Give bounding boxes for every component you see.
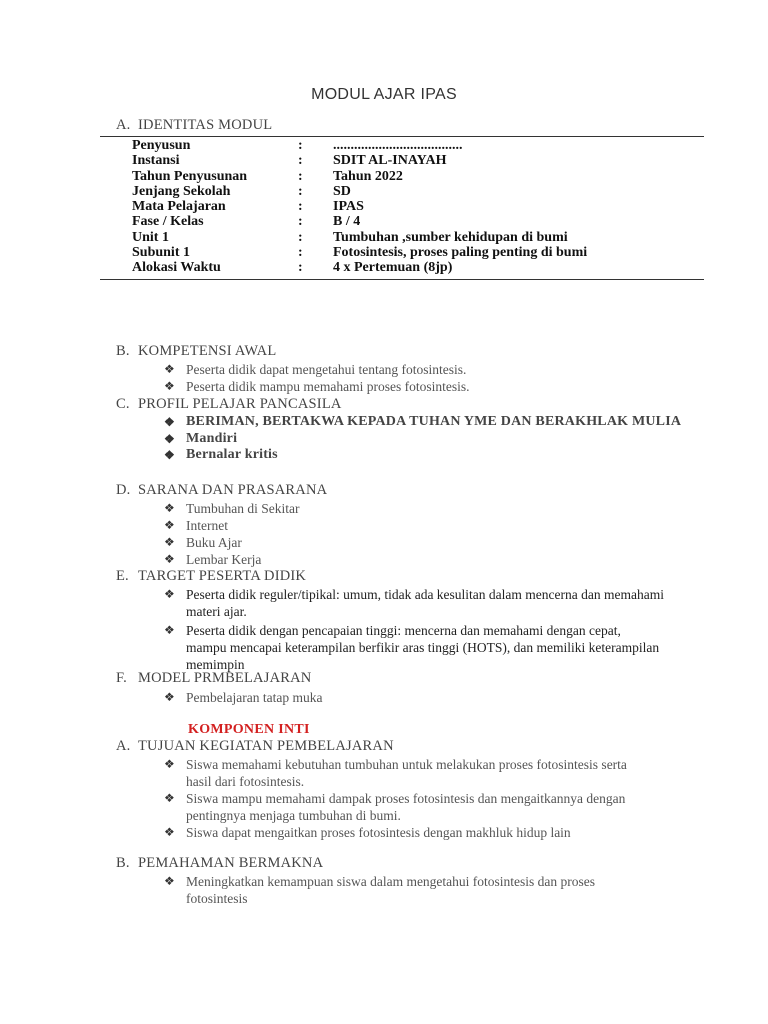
identity-row	[100, 138, 704, 153]
section-b-letter: B.	[116, 343, 130, 359]
identity-key: Alokasi Waktu	[132, 260, 221, 276]
list-item-text: Pembelajaran tatap muka	[186, 690, 323, 705]
section-c-heading	[116, 396, 342, 413]
bullet-diamond-icon: ❖	[164, 415, 175, 429]
section-f-title: MODEL PRMBELAJARAN	[138, 670, 312, 686]
bullet-diamond-icon: ❖	[164, 379, 175, 393]
identity-row	[100, 169, 704, 184]
list-item	[164, 414, 684, 431]
list-item-text: BERIMAN, BERTAKWA KEPADA TUHAN YME DAN BERAKHLAK MULIA	[186, 414, 682, 429]
bullet-diamond-icon: ❖	[164, 757, 175, 771]
section-a-letter: A.	[116, 117, 131, 133]
section-b-title: KOMPETENSI AWAL	[138, 343, 277, 359]
identity-colon: :	[298, 138, 303, 153]
identity-key: Penyusun	[132, 138, 191, 153]
list-item-text: Lembar Kerja	[186, 552, 262, 567]
identity-key: Unit 1	[132, 229, 169, 245]
list-item-text: Internet	[186, 518, 228, 533]
kompetensi-list	[164, 361, 469, 395]
identity-key: Subunit 1	[132, 245, 190, 261]
identity-row	[100, 153, 704, 168]
inti-a-heading	[116, 738, 394, 755]
identity-colon: :	[298, 153, 303, 169]
tujuan-list	[164, 756, 644, 841]
inti-b-title: PEMAHAMAN BERMAKNA	[138, 855, 324, 871]
identity-key: Instansi	[132, 153, 180, 169]
list-item-text: Buku Ajar	[186, 535, 242, 550]
inti-b-heading	[116, 855, 323, 872]
identity-colon: :	[298, 183, 303, 199]
identity-colon: :	[298, 260, 303, 276]
section-e-title: TARGET PESERTA DIDIK	[138, 568, 307, 584]
identity-table	[100, 136, 704, 280]
list-item-text: Meningkatkan kemampuan siswa dalam mengetahui fotosintesis dan proses fotosintesis	[186, 874, 596, 906]
identity-row	[100, 214, 704, 229]
list-item	[164, 361, 469, 378]
identity-key: Fase / Kelas	[132, 214, 204, 230]
bullet-diamond-icon: ❖	[164, 448, 175, 462]
identity-row	[100, 260, 704, 275]
identity-row	[100, 199, 704, 214]
section-e-heading	[116, 568, 306, 585]
identity-colon: :	[298, 245, 303, 261]
identity-value: Fotosintesis, proses paling penting di bumi	[333, 245, 588, 261]
list-item-text: Tumbuhan di Sekitar	[186, 501, 300, 516]
bullet-diamond-icon: ❖	[164, 362, 175, 376]
sarana-list	[164, 500, 300, 568]
pemahaman-list	[164, 873, 654, 907]
bullet-diamond-icon: ❖	[164, 587, 175, 601]
identity-row	[100, 230, 704, 245]
list-item-text: Siswa mampu memahami dampak proses fotosintesis dan mengaitkannya dengan pentingnya menjaga tumbuhan di bumi.	[186, 791, 626, 823]
list-item-text: Mandiri	[186, 430, 238, 446]
list-item	[164, 756, 644, 790]
identity-value: Tahun 2022	[333, 168, 403, 184]
identity-colon: :	[298, 168, 303, 184]
identity-colon: :	[298, 214, 303, 230]
section-d-letter: D.	[116, 482, 131, 498]
section-a-title: IDENTITAS MODUL	[138, 117, 273, 133]
list-item	[164, 586, 664, 620]
list-item-text: Peserta didik dapat mengetahui tentang fotosintesis.	[186, 362, 467, 377]
profil-list	[164, 414, 684, 464]
inti-a-title: TUJUAN KEGIATAN PEMBELAJARAN	[138, 738, 394, 754]
identity-row	[100, 245, 704, 260]
target-list	[164, 586, 664, 673]
bullet-diamond-icon: ❖	[164, 690, 175, 704]
inti-a-letter: A.	[116, 738, 131, 754]
identity-value: 4 x Pertemuan (8jp)	[333, 260, 453, 276]
document-title: MODUL AJAR IPAS	[311, 86, 457, 103]
identity-value: B / 4	[333, 214, 361, 230]
section-d-heading	[116, 482, 327, 499]
list-item	[164, 551, 300, 568]
bullet-diamond-icon: ❖	[164, 518, 175, 532]
list-item	[164, 517, 300, 534]
section-f-letter: F.	[116, 670, 127, 686]
model-list	[164, 689, 322, 706]
list-item-text: Bernalar kritis	[186, 447, 278, 462]
section-e-letter: E.	[116, 568, 129, 584]
bullet-diamond-icon: ❖	[164, 552, 175, 566]
list-item-text: Siswa dapat mengaitkan proses fotosintesis dengan makhluk hidup lain	[186, 825, 571, 840]
list-item	[164, 824, 644, 841]
bullet-diamond-icon: ❖	[164, 791, 175, 805]
identity-row	[100, 184, 704, 199]
section-d-title: SARANA DAN PRASARANA	[138, 482, 328, 498]
bullet-diamond-icon: ❖	[164, 623, 175, 637]
section-f-heading	[116, 670, 311, 687]
list-item	[164, 447, 684, 464]
komponen-inti-heading: KOMPONEN INTI	[188, 722, 310, 737]
identity-key: Tahun Penyusunan	[132, 168, 248, 184]
list-item-text: Peserta didik dengan pencapaian tinggi: mencerna dan memahami dengan cepat, mampu mencapai keterampilan berfikir aras tinggi (HOTS), dan memiliki keterampilan memimpin	[186, 623, 660, 672]
list-item	[164, 873, 654, 907]
list-item	[164, 500, 300, 517]
list-item	[164, 431, 684, 448]
section-b-heading	[116, 343, 276, 360]
list-item	[164, 790, 644, 824]
identity-value: Tumbuhan ,sumber kehidupan di bumi	[333, 229, 568, 245]
list-item	[164, 622, 664, 673]
bullet-diamond-icon: ❖	[164, 501, 175, 515]
list-item-text: Peserta didik reguler/tipikal: umum, tidak ada kesulitan dalam mencerna dan memahami materi ajar.	[186, 587, 664, 619]
list-item	[164, 689, 322, 706]
list-item	[164, 378, 469, 395]
bullet-diamond-icon: ❖	[164, 431, 175, 446]
bullet-diamond-icon: ❖	[164, 825, 175, 839]
identity-key: Jenjang Sekolah	[132, 183, 231, 199]
section-a-heading	[116, 117, 272, 134]
section-c-letter: C.	[116, 396, 130, 412]
bullet-diamond-icon: ❖	[164, 535, 175, 549]
list-item-text: Peserta didik mampu memahami proses fotosintesis.	[186, 379, 470, 394]
section-c-title: PROFIL PELAJAR PANCASILA	[138, 396, 342, 412]
list-item	[164, 534, 300, 551]
identity-value: SD	[333, 183, 351, 199]
identity-value: .....................................	[333, 138, 463, 153]
identity-key: Mata Pelajaran	[132, 199, 226, 215]
identity-colon: :	[298, 199, 303, 215]
inti-b-letter: B.	[116, 855, 130, 871]
list-item-text: Siswa memahami kebutuhan tumbuhan untuk melakukan proses fotosintesis serta hasil dari fotosintesis.	[186, 757, 627, 789]
identity-value: SDIT AL-INAYAH	[333, 153, 447, 169]
identity-colon: :	[298, 229, 303, 245]
identity-value: IPAS	[333, 199, 364, 215]
bullet-diamond-icon: ❖	[164, 874, 175, 888]
